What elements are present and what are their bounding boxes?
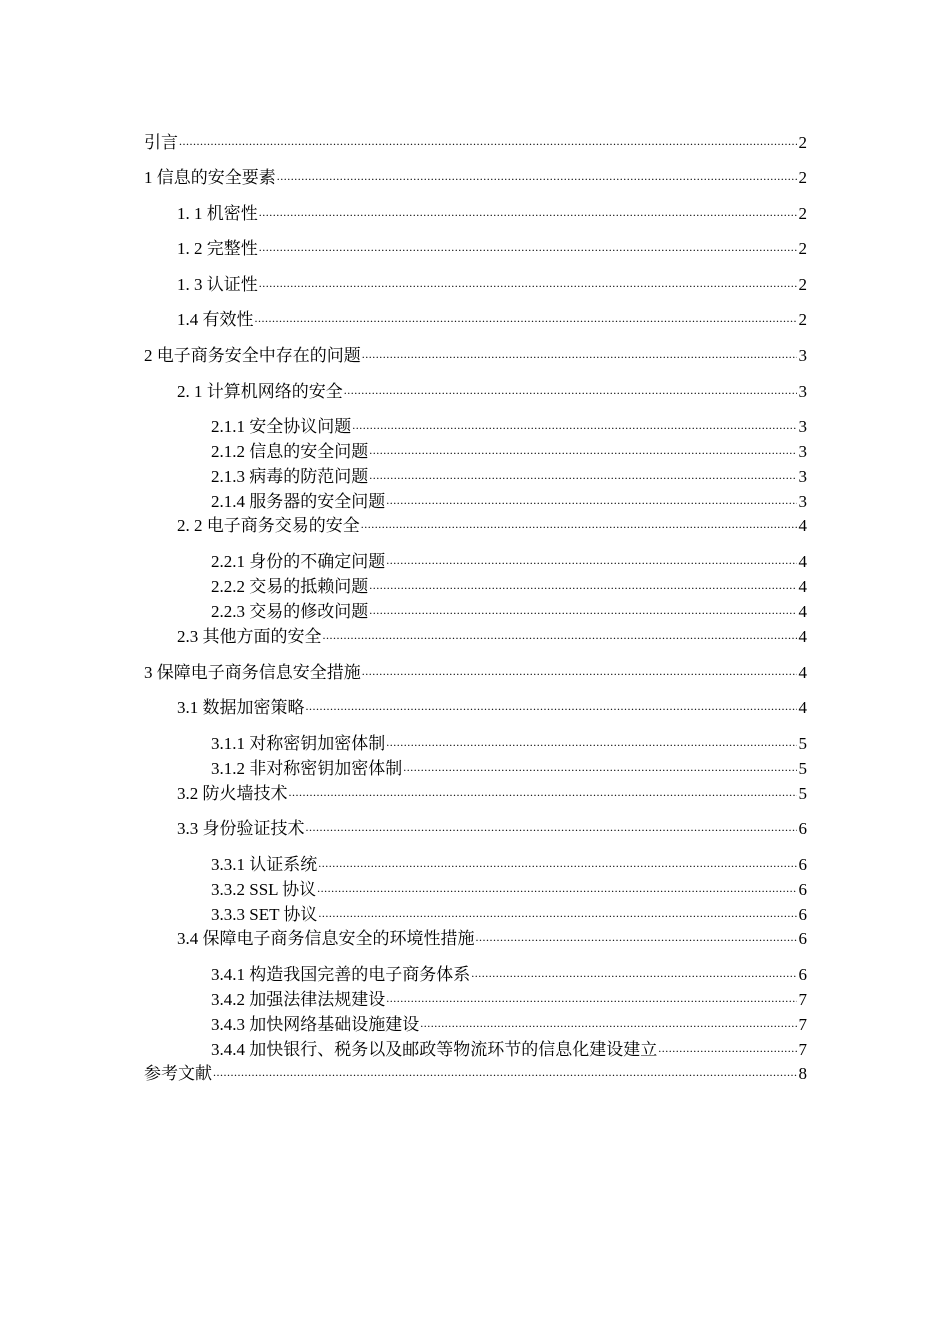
toc-entry-title: 2.3 其他方面的安全 [177, 627, 322, 646]
toc-entry [177, 509, 807, 535]
toc-entry [211, 873, 807, 899]
toc-entry [177, 232, 807, 258]
toc-entry-page: 4 [798, 602, 807, 621]
toc-dot-leader [362, 656, 797, 678]
toc-dot-leader [317, 873, 797, 895]
toc-dot-leader [259, 232, 797, 254]
toc-dot-leader [471, 958, 797, 980]
toc-dot-leader [369, 435, 797, 457]
toc-entry [211, 545, 807, 571]
toc-entry-title: 2.2.2 交易的抵赖问题 [211, 577, 369, 596]
toc-entry-title: 3.4.1 构造我国完善的电子商务体系 [211, 965, 471, 984]
toc-entry-page: 3 [798, 467, 807, 486]
toc-entry [211, 848, 807, 874]
toc-entry-page: 8 [798, 1064, 807, 1083]
toc-entry [211, 460, 807, 486]
toc-entry [144, 1057, 807, 1083]
toc-entry-title: 3.1.1 对称密钥加密体制 [211, 734, 386, 753]
toc-entry-title: 3.3 身份验证技术 [177, 819, 305, 838]
toc-entry-page: 4 [798, 663, 807, 682]
toc-dot-leader [386, 983, 797, 1005]
toc-entry [211, 898, 807, 924]
toc-entry-page: 7 [798, 990, 807, 1009]
toc-entry-page: 6 [798, 929, 807, 948]
toc-dot-leader [362, 339, 797, 361]
toc-entry-title: 引言 [144, 133, 178, 152]
toc-entry [144, 161, 807, 187]
toc-dot-leader [658, 1033, 797, 1055]
toc-entry-page: 2 [798, 239, 807, 258]
toc-entry [177, 375, 807, 401]
toc-entry [211, 1033, 807, 1059]
toc-entry-title: 3.2 防火墙技术 [177, 784, 288, 803]
toc-entry-title: 2.1.2 信息的安全问题 [211, 442, 369, 461]
toc-entry-page: 3 [798, 492, 807, 511]
toc-entry-title: 2. 1 计算机网络的安全 [177, 382, 343, 401]
toc-entry-title: 2.2.3 交易的修改问题 [211, 602, 369, 621]
toc-entry [177, 777, 807, 803]
toc-entry-page: 4 [798, 577, 807, 596]
toc-dot-leader [369, 570, 797, 592]
toc-entry-title: 2. 2 电子商务交易的安全 [177, 516, 360, 535]
toc-entry-title: 3.3.3 SET 协议 [211, 905, 318, 924]
toc-entry [177, 197, 807, 223]
toc-entry [211, 727, 807, 753]
toc-dot-leader [259, 268, 797, 290]
toc-entry-page: 2 [798, 168, 807, 187]
toc-dot-leader [179, 126, 797, 148]
toc-entry [211, 485, 807, 511]
toc-dot-leader [369, 460, 797, 482]
toc-entry-page: 6 [798, 905, 807, 924]
toc-entry [211, 570, 807, 596]
toc-dot-leader [352, 410, 797, 432]
toc-entry [211, 435, 807, 461]
toc-entry [211, 595, 807, 621]
toc-dot-leader [386, 485, 797, 507]
toc-entry-title: 2.1.4 服务器的安全问题 [211, 492, 386, 511]
toc-entry [177, 268, 807, 294]
toc-dot-leader [344, 375, 797, 397]
toc-dot-leader [213, 1057, 797, 1079]
toc-entry-title: 3 保障电子商务信息安全措施 [144, 663, 361, 682]
toc-entry-page: 7 [798, 1015, 807, 1034]
toc-entry-page: 3 [798, 346, 807, 365]
toc-entry-page: 6 [798, 880, 807, 899]
toc-entry-page: 3 [798, 442, 807, 461]
toc-entry-title: 1. 3 认证性 [177, 275, 258, 294]
toc-entry-title: 1. 1 机密性 [177, 204, 258, 223]
toc-entry [144, 126, 807, 152]
toc-entry-title: 2.2.1 身份的不确定问题 [211, 552, 386, 571]
toc-entry-title: 1 信息的安全要素 [144, 168, 276, 187]
toc-entry-page: 5 [798, 784, 807, 803]
toc-entry [211, 983, 807, 1009]
toc-entry [177, 812, 807, 838]
toc-entry-page: 2 [798, 310, 807, 329]
toc-entry-page: 2 [798, 133, 807, 152]
toc-entry-page: 3 [798, 417, 807, 436]
toc-entry-title: 参考文献 [144, 1064, 212, 1083]
toc-dot-leader [318, 848, 797, 870]
toc-entry-title: 3.4.4 加快银行、税务以及邮政等物流环节的信息化建设建立 [211, 1040, 658, 1059]
toc-dot-leader [306, 691, 798, 713]
toc-dot-leader [369, 595, 797, 617]
toc-entry-page: 6 [798, 819, 807, 838]
toc-entry-title: 3.1 数据加密策略 [177, 698, 305, 717]
toc-entry-page: 2 [798, 275, 807, 294]
toc-entry-title: 3.4.2 加强法律法规建设 [211, 990, 386, 1009]
toc-entry-page: 4 [798, 552, 807, 571]
toc-entry-title: 3.3.1 认证系统 [211, 855, 318, 874]
toc-dot-leader [403, 752, 797, 774]
toc-dot-leader [476, 922, 798, 944]
toc-entry [177, 620, 807, 646]
toc-entry-title: 3.3.2 SSL 协议 [211, 880, 317, 899]
toc-entry [211, 958, 807, 984]
toc-entry-title: 2 电子商务安全中存在的问题 [144, 346, 361, 365]
toc-entry-page: 4 [798, 516, 807, 535]
toc-dot-leader [323, 620, 798, 642]
toc-entry [177, 303, 807, 329]
toc-entry-page: 5 [798, 759, 807, 778]
toc-entry [144, 656, 807, 682]
toc-entry-page: 3 [798, 382, 807, 401]
toc-entry [211, 410, 807, 436]
toc-dot-leader [255, 303, 798, 325]
toc-entry [211, 752, 807, 778]
toc-entry-title: 3.1.2 非对称密钥加密体制 [211, 759, 403, 778]
toc-dot-leader [306, 812, 798, 834]
toc-dot-leader [289, 777, 798, 799]
toc-entry [177, 691, 807, 717]
toc-entry-page: 5 [798, 734, 807, 753]
toc-entry [144, 339, 807, 365]
toc-entry-title: 1. 2 完整性 [177, 239, 258, 258]
toc-dot-leader [361, 509, 797, 531]
toc-entry-page: 7 [798, 1040, 807, 1059]
toc-entry-title: 3.4 保障电子商务信息安全的环境性措施 [177, 929, 475, 948]
toc-dot-leader [386, 545, 797, 567]
toc-entry-page: 2 [798, 204, 807, 223]
toc-dot-leader [420, 1008, 797, 1030]
toc-entry-page: 6 [798, 855, 807, 874]
toc-entry-page: 6 [798, 965, 807, 984]
toc-dot-leader [277, 161, 797, 183]
toc-entry-page: 4 [798, 627, 807, 646]
toc-dot-leader [318, 898, 797, 920]
toc-entry-title: 2.1.1 安全协议问题 [211, 417, 352, 436]
toc-dot-leader [259, 197, 797, 219]
toc-entry-page: 4 [798, 698, 807, 717]
toc-dot-leader [386, 727, 797, 749]
toc-entry-title: 3.4.3 加快网络基础设施建设 [211, 1015, 420, 1034]
toc-entry-title: 1.4 有效性 [177, 310, 254, 329]
toc-entry [211, 1008, 807, 1034]
toc-entry [177, 922, 807, 948]
toc-entry-title: 2.1.3 病毒的防范问题 [211, 467, 369, 486]
